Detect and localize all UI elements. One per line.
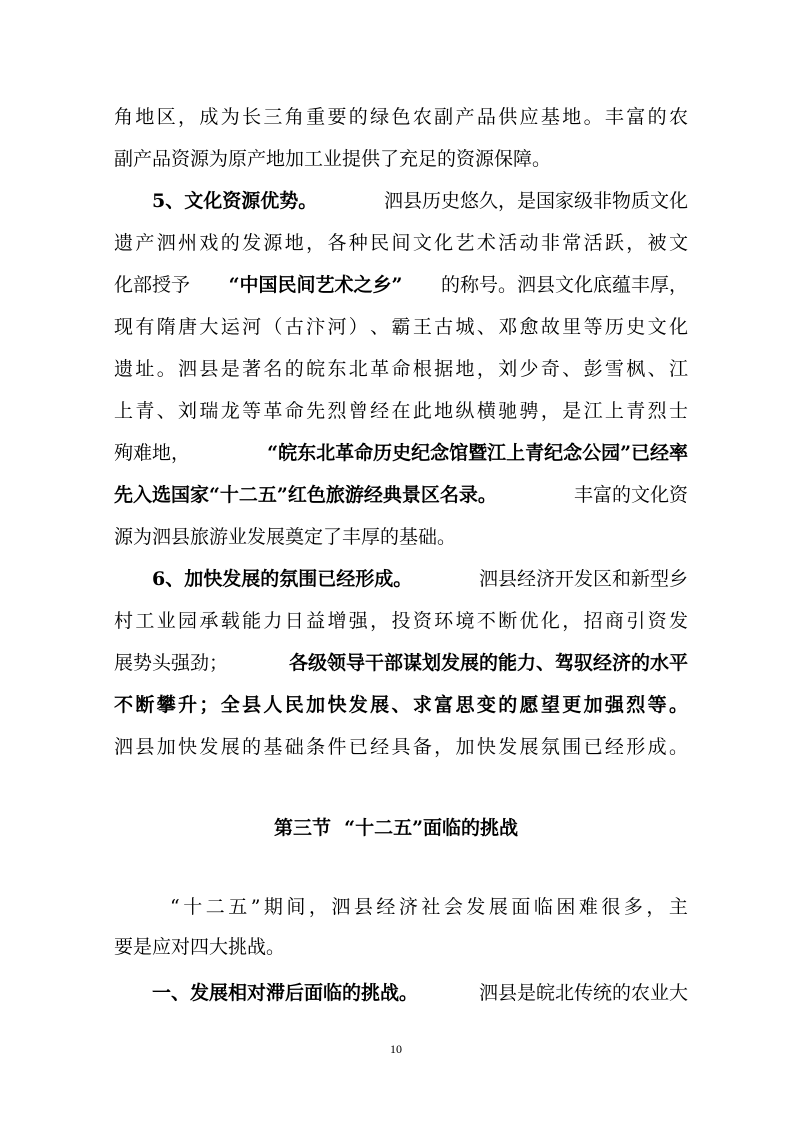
line-text: 上 青 、 刘 瑞 龙 等 革 命 先 烈 曾 经 在 此 地 纵 横 驰 骋 ， 是 江 上 青 烈 士 <box>114 400 688 422</box>
text-line <box>114 142 688 176</box>
text-line <box>152 184 688 218</box>
text-line <box>170 890 688 924</box>
section-title: 6、加快发展的氛围已经形成。 <box>152 568 413 590</box>
line-text: 泗县历史悠久，是国家级非物质文化 <box>383 190 688 212</box>
line-text: 泗 县 加 快 发 展 的 基 础 条 件 已 经 具 备 ， 加 快 发 展 氛 围 已 经 形 成 。 <box>114 736 688 758</box>
line-text: 殉难地， <box>114 442 191 464</box>
page-number: 10 <box>390 1042 402 1056</box>
line-text: 泗县是皖北传统的农业大 <box>478 982 688 1004</box>
bold-phrase: 不 断 攀 升 ； 全 县 人 民 加 快 发 展 、 求 富 思 变 的 愿 望 更 加 强 烈 等 。 <box>114 694 688 716</box>
text-line <box>114 730 688 764</box>
text-line <box>114 646 688 680</box>
section-heading: 第三节 “十二五”面临的挑战 <box>273 817 519 839</box>
bold-phrase: “中国民间艺术之乡” <box>228 274 403 296</box>
text-line <box>114 478 688 512</box>
line-text: 遗 产 泗 州 戏 的 发 源 地 ， 各 种 民 间 文 化 艺 术 活 动 非 常 活 跃 ， 被 文 <box>114 232 688 254</box>
text-line <box>114 100 688 134</box>
text-line <box>114 394 688 428</box>
bold-phrase: 先入选国家“十二五”红色旅游经典景区名录。 <box>114 484 497 506</box>
line-text: 源为泗县旅游业发展奠定了丰厚的基础。 <box>114 526 457 548</box>
line-text: “ 十 二 五 ” 期 间 ， 泗 县 经 济 社 会 发 展 面 临 困 难 很 多 ， 主 <box>170 896 688 918</box>
line-text: 村 工 业 园 承 载 能 力 日 益 增 强 ， 投 资 环 境 不 断 优 化 ， 招 商 引 资 发 <box>114 610 688 632</box>
line-text: 角 地 区 ， 成 为 长 三 角 重 要 的 绿 色 农 副 产 品 供 应 基 地 。 丰 富 的 农 <box>114 106 688 128</box>
line-text: 遗 址 。 泗 县 是 著 名 的 皖 东 北 革 命 根 据 地 ， 刘 少 奇 、 彭 雪 枫 、 江 <box>114 358 688 380</box>
text-line <box>114 226 688 260</box>
section-title: 一、发展相对滞后面临的挑战。 <box>152 982 419 1004</box>
bold-phrase: 各级领导干部谋划发展的能力、驾驭经济的水平 <box>288 652 688 674</box>
bold-phrase: “皖东北革命历史纪念馆暨江上青纪念公园”已经率 <box>267 442 688 464</box>
text-line <box>152 976 688 1010</box>
text-line <box>114 436 688 470</box>
line-text: 展势头强劲； <box>114 652 229 674</box>
text-line <box>114 520 688 554</box>
text-line <box>114 352 688 386</box>
line-text: 化部授予 <box>114 274 191 296</box>
text-line <box>114 310 688 344</box>
text-line <box>152 562 688 596</box>
line-text: 副产品资源为原产地加工业提供了充足的资源保障。 <box>114 148 552 170</box>
line-text: 现 有 隋 唐 大 运 河 （ 古 汴 河 ） 、 霸 王 古 城 、 邓 愈 故 里 等 历 史 文 化 <box>114 316 688 338</box>
text-line <box>114 930 688 964</box>
line-text: 的称号。泗县文化底蕴丰厚， <box>440 274 688 296</box>
line-text: 要是应对四大挑战。 <box>114 936 286 958</box>
text-line <box>114 604 688 638</box>
section-title: 5、文化资源优势。 <box>152 190 318 212</box>
line-text: 丰富的文化资 <box>573 484 688 506</box>
text-line <box>114 688 688 722</box>
text-line <box>114 268 688 302</box>
line-text: 泗县经济开发区和新型乡 <box>478 568 688 590</box>
